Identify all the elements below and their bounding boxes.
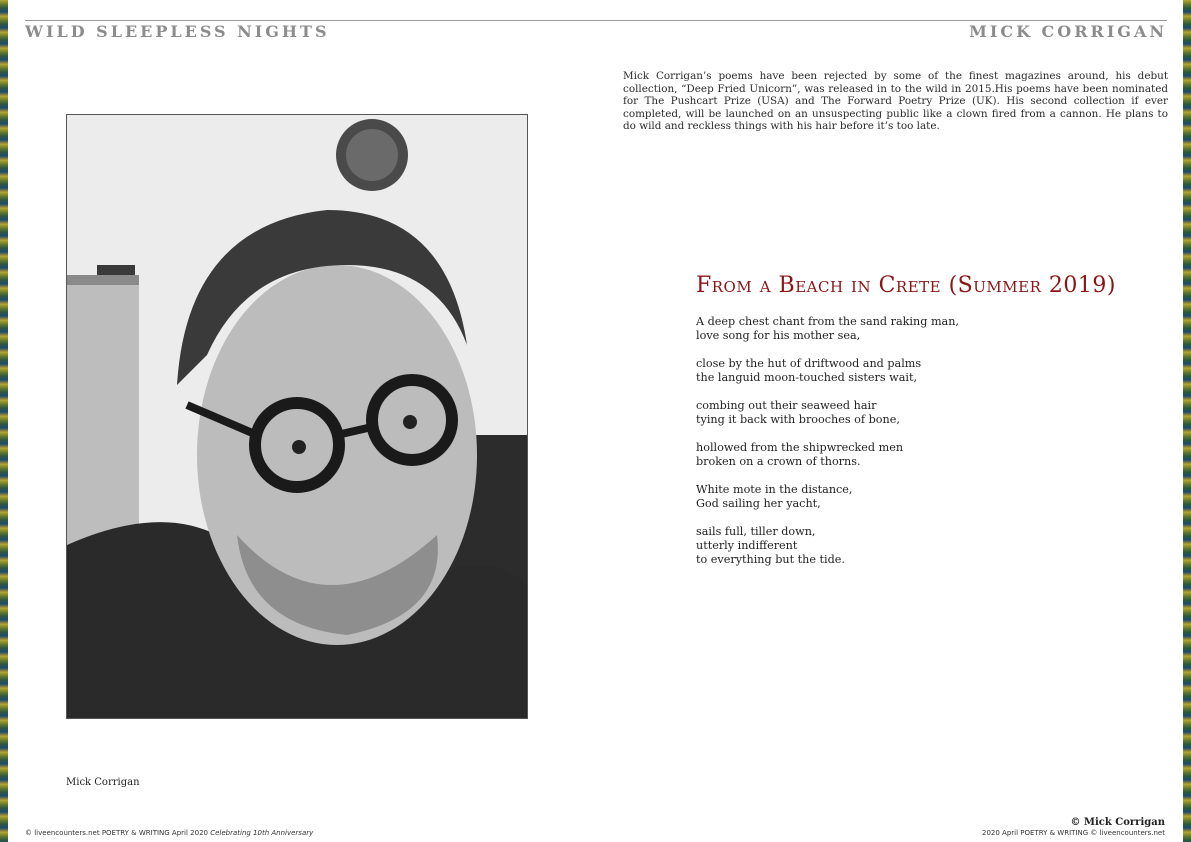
stanza: [696, 441, 959, 469]
poem-line: sails full, tiller down,: [696, 525, 816, 538]
poem-line: God sailing her yacht,: [696, 497, 821, 510]
footer-right: 2020 April POETRY & WRITING © liveencounters.net: [982, 829, 1165, 837]
footer-anniversary: Celebrating 10th Anniversary: [210, 829, 314, 837]
decorative-border-right: [1183, 0, 1191, 842]
footer-left: [25, 829, 313, 837]
poem-line: close by the hut of driftwood and palms: [696, 357, 922, 370]
stanza: [696, 399, 959, 427]
photo-caption: Mick Corrigan: [66, 777, 140, 788]
poem-line: broken on a crown of thorns.: [696, 455, 861, 468]
author-photo: [66, 114, 528, 719]
footer-left-text: © liveencounters.net POETRY & WRITING April 2020: [25, 829, 211, 837]
stanza: [696, 315, 959, 343]
author-header: MICK CORRIGAN: [969, 22, 1167, 41]
poem-body: [696, 315, 959, 581]
magazine-section-title: WILD SLEEPLESS NIGHTS: [25, 22, 330, 41]
poem-title: From a Beach in Crete (Summer 2019): [696, 273, 1116, 298]
poem-line: hollowed from the shipwrecked men: [696, 441, 904, 454]
copyright-notice: © Mick Corrigan: [1070, 817, 1165, 828]
poem-line: to everything but the tide.: [696, 553, 845, 566]
poem-line: the languid moon-touched sisters wait,: [696, 371, 918, 384]
poem-line: utterly indifferent: [696, 539, 798, 552]
poem-line: A deep chest chant from the sand raking man,: [696, 315, 959, 328]
poem-line: love song for his mother sea,: [696, 329, 861, 342]
poem-line: combing out their seaweed hair: [696, 399, 877, 412]
stanza: [696, 357, 959, 385]
header-rule: [25, 20, 1167, 21]
author-bio: Mick Corrigan’s poems have been rejected by some of the finest magazines around, his debut collection, “Deep Fried Unicorn”, was released in to the wild in 2015.His poems have been nominated for The Pushcart Prize (USA) and The Forward Poetry Prize (UK). His second collection if ever completed, will be launched on an unsuspecting public like a clown fired from a cannon. He plans to do wild and reckless things with his hair before it’s too late.: [623, 70, 1168, 133]
decorative-border-left: [0, 0, 8, 842]
stanza: [696, 483, 959, 511]
poem-line: White mote in the distance,: [696, 483, 853, 496]
poem-line: tying it back with brooches of bone,: [696, 413, 900, 426]
stanza: [696, 525, 959, 567]
